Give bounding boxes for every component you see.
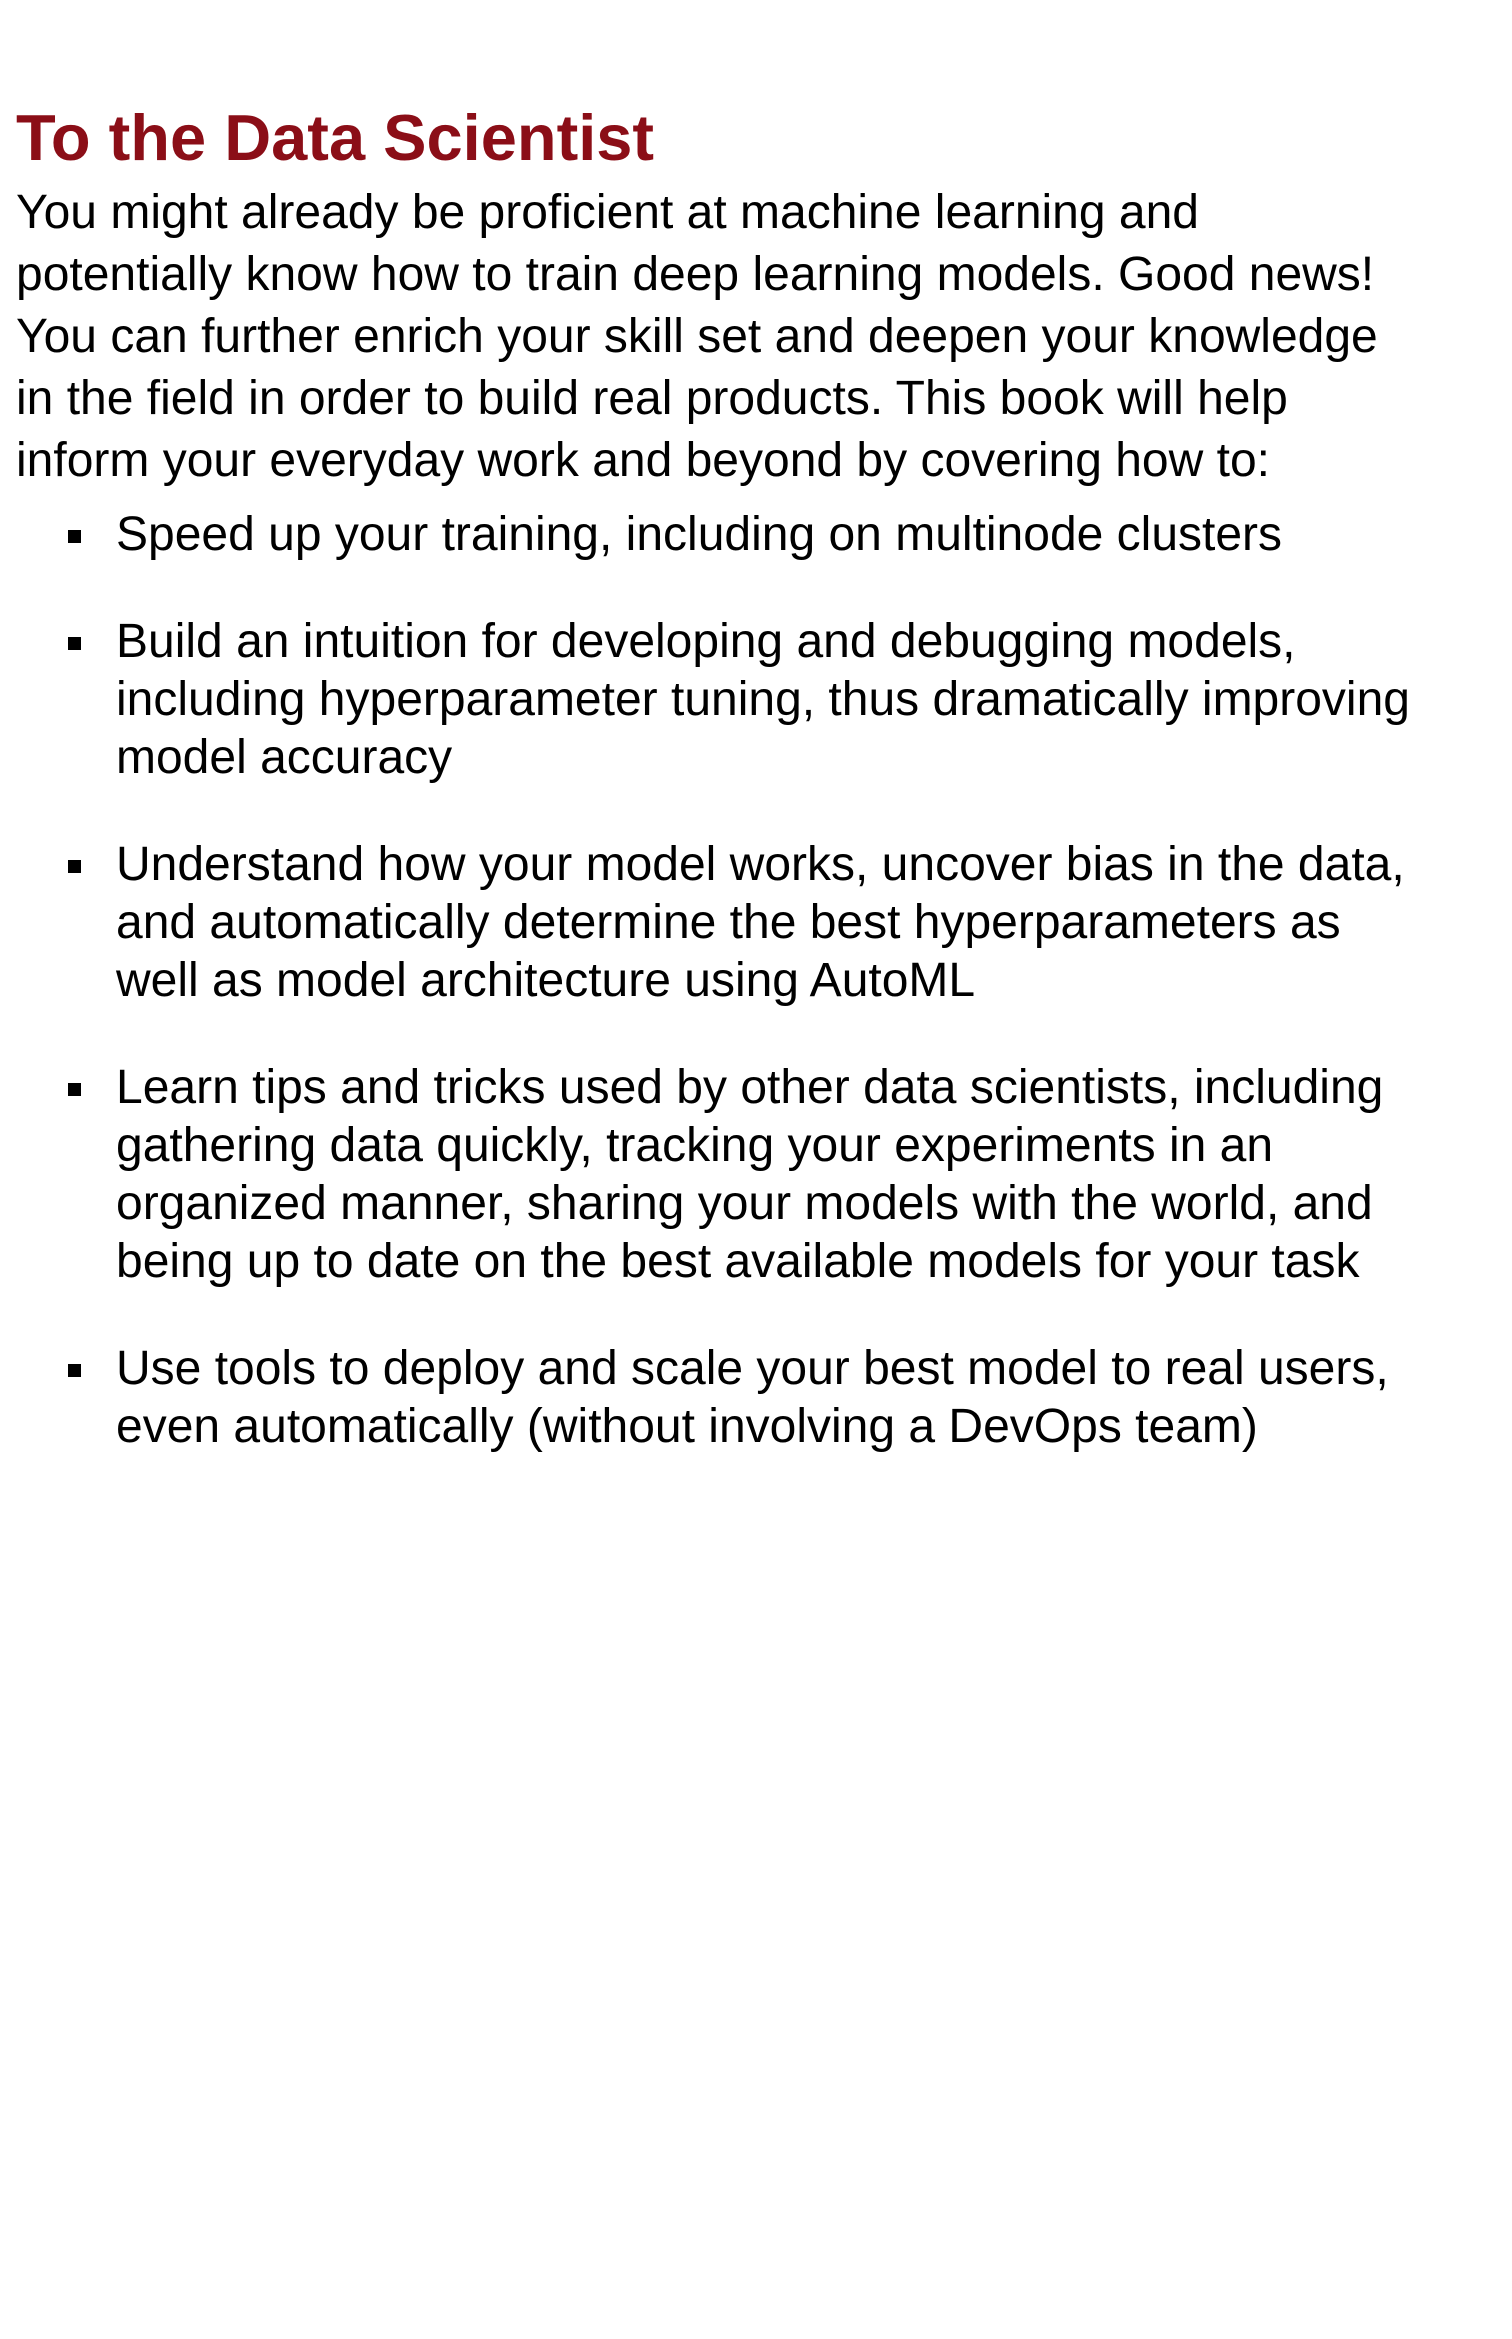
bullet-item [16, 1340, 1486, 1456]
intro-line: inform your everyday work and beyond by covering how to: [16, 434, 1270, 487]
bullet-item [16, 613, 1486, 787]
document-page [16, 96, 1486, 1505]
bullet-item [16, 1059, 1486, 1291]
bullet-line: Speed up your training, including on multinode clusters [116, 508, 1283, 561]
bullet-line: model accuracy [116, 731, 453, 784]
bullet-line: organized manner, sharing your models with the world, and [116, 1177, 1373, 1230]
bullet-line: being up to date on the best available models for your task [116, 1235, 1360, 1288]
square-bullet-icon [68, 1083, 81, 1096]
intro-line: You can further enrich your skill set and deepen your knowledge [16, 310, 1378, 363]
section-heading: To the Data Scientist [16, 101, 655, 174]
intro-line: potentially know how to train deep learning models. Good news! [16, 248, 1375, 301]
bullet-line: and automatically determine the best hyperparameters as [116, 896, 1341, 949]
bullet-line: well as model architecture using AutoML [116, 954, 976, 1007]
bullet-item [16, 836, 1486, 1010]
intro-line: You might already be proficient at machine learning and [16, 186, 1199, 239]
square-bullet-icon [68, 1364, 81, 1377]
bullet-item [16, 506, 1486, 564]
bullet-line: Learn tips and tricks used by other data scientists, including [116, 1061, 1384, 1114]
bullet-line: Understand how your model works, uncover bias in the data, [116, 838, 1405, 891]
bullet-line: including hyperparameter tuning, thus dramatically improving [116, 673, 1410, 726]
intro-line: in the field in order to build real products. This book will help [16, 372, 1288, 425]
square-bullet-icon [68, 530, 81, 543]
bullet-line: Use tools to deploy and scale your best model to real users, [116, 1342, 1389, 1395]
square-bullet-icon [68, 860, 81, 873]
bullet-line: gathering data quickly, tracking your experiments in an [116, 1119, 1274, 1172]
bullet-list [16, 506, 1486, 1456]
square-bullet-icon [68, 637, 81, 650]
bullet-line: Build an intuition for developing and debugging models, [116, 615, 1296, 668]
bullet-line: even automatically (without involving a DevOps team) [116, 1400, 1258, 1453]
intro-paragraph [16, 182, 1486, 492]
